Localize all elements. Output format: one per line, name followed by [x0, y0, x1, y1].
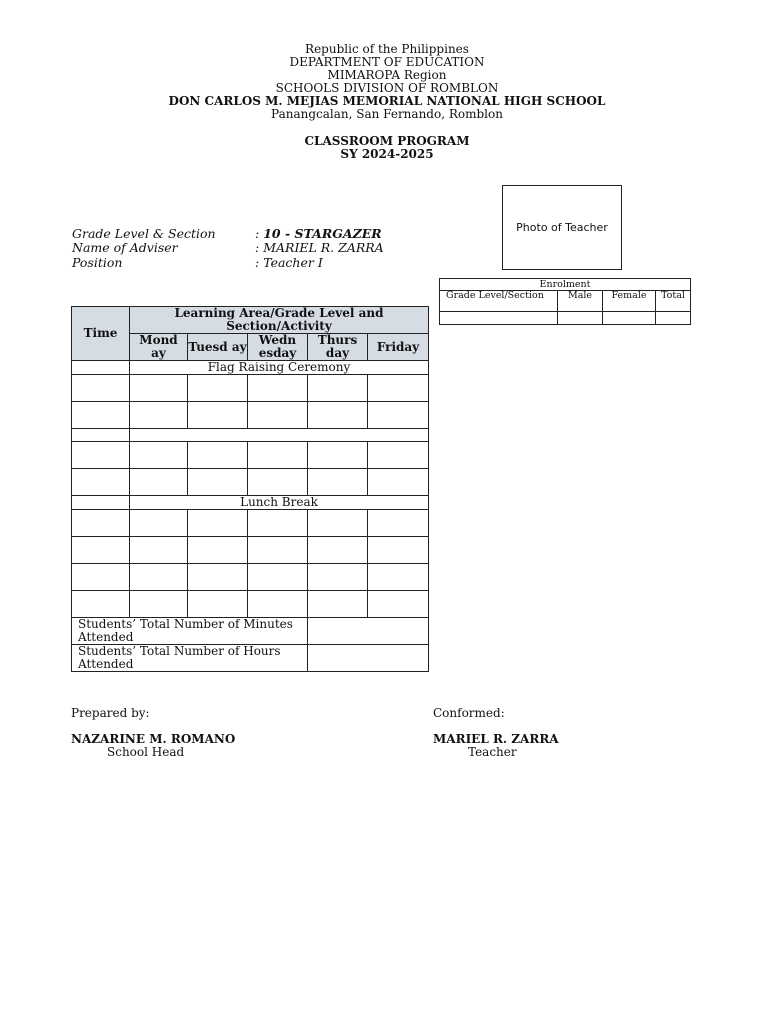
conformed-label: Conformed: — [433, 706, 505, 720]
day-header-monday: Mond ay — [130, 334, 188, 361]
grade-section-value: 10 - STARGAZER — [263, 226, 382, 241]
schedule-row — [72, 591, 429, 618]
enrolment-cell — [603, 312, 656, 325]
school-name: DON CARLOS M. MEJIAS MEMORIAL NATIONAL HIGH SCHOOL — [168, 94, 606, 108]
day-header-thursday: Thurs day — [308, 334, 368, 361]
schedule-row — [72, 510, 429, 537]
day-header-friday: Friday — [368, 334, 429, 361]
position-label: Position — [72, 255, 123, 270]
header-deped: DEPARTMENT OF EDUCATION — [289, 55, 485, 69]
enrolment-col-male: Male — [558, 291, 603, 312]
total-minutes-label: Students’ Total Number of Minutes Attended — [72, 618, 308, 645]
schedule-row — [72, 375, 429, 402]
conformed-name: MARIEL R. ZARRA — [433, 732, 559, 746]
enrolment-cell — [558, 312, 603, 325]
time-header: Time — [72, 307, 130, 361]
day-header-wednesday: Wedn esday — [248, 334, 308, 361]
enrolment-cell — [656, 312, 691, 325]
adviser-label: Name of Adviser — [72, 240, 178, 255]
schedule-row — [72, 442, 429, 469]
position-row — [72, 256, 323, 270]
schedule-row — [72, 402, 429, 429]
colon: : — [255, 255, 260, 270]
schedule-row — [72, 564, 429, 591]
total-hours-label: Students’ Total Number of Hours Attended — [72, 645, 308, 672]
position-value: Teacher I — [263, 255, 323, 270]
total-hours-value — [308, 645, 429, 672]
enrolment-table — [439, 278, 691, 325]
teacher-photo-box — [502, 185, 622, 270]
enrolment-cell — [440, 312, 558, 325]
schedule-row — [72, 537, 429, 564]
break-row — [72, 429, 429, 442]
enrolment-title: Enrolment — [440, 279, 691, 291]
grade-section-label: Grade Level & Section — [72, 226, 216, 241]
photo-label: Photo of Teacher — [516, 221, 608, 234]
colon: : — [255, 226, 260, 241]
document-title: CLASSROOM PROGRAM — [304, 134, 470, 148]
enrolment-col-grade: Grade Level/Section — [440, 291, 558, 312]
day-header-tuesday: Tuesd ay — [188, 334, 248, 361]
header-republic: Republic of the Philippines — [305, 42, 469, 56]
time-cell — [72, 361, 130, 375]
schedule-table — [71, 306, 429, 672]
time-cell — [72, 496, 130, 510]
school-address: Panangcalan, San Fernando, Romblon — [271, 107, 503, 121]
prepared-by-label: Prepared by: — [71, 706, 150, 720]
school-year: SY 2024-2025 — [340, 147, 434, 161]
total-minutes-value — [308, 618, 429, 645]
learning-area-header: Learning Area/Grade Level and Section/Activity — [130, 307, 429, 334]
flag-raising-row: Flag Raising Ceremony — [130, 361, 429, 375]
colon: : — [255, 240, 260, 255]
prepared-by-name: NAZARINE M. ROMANO — [71, 732, 236, 746]
prepared-by-title: School Head — [107, 745, 185, 759]
schedule-row — [72, 469, 429, 496]
adviser-value: MARIEL R. ZARRA — [263, 240, 384, 255]
adviser-row — [72, 241, 384, 255]
grade-section-row — [72, 227, 382, 241]
enrolment-col-female: Female — [603, 291, 656, 312]
enrolment-col-total: Total — [656, 291, 691, 312]
conformed-title: Teacher — [468, 745, 517, 759]
lunch-break-row: Lunch Break — [130, 496, 429, 510]
header-division: SCHOOLS DIVISION OF ROMBLON — [275, 81, 499, 95]
header-region: MIMAROPA Region — [327, 68, 447, 82]
